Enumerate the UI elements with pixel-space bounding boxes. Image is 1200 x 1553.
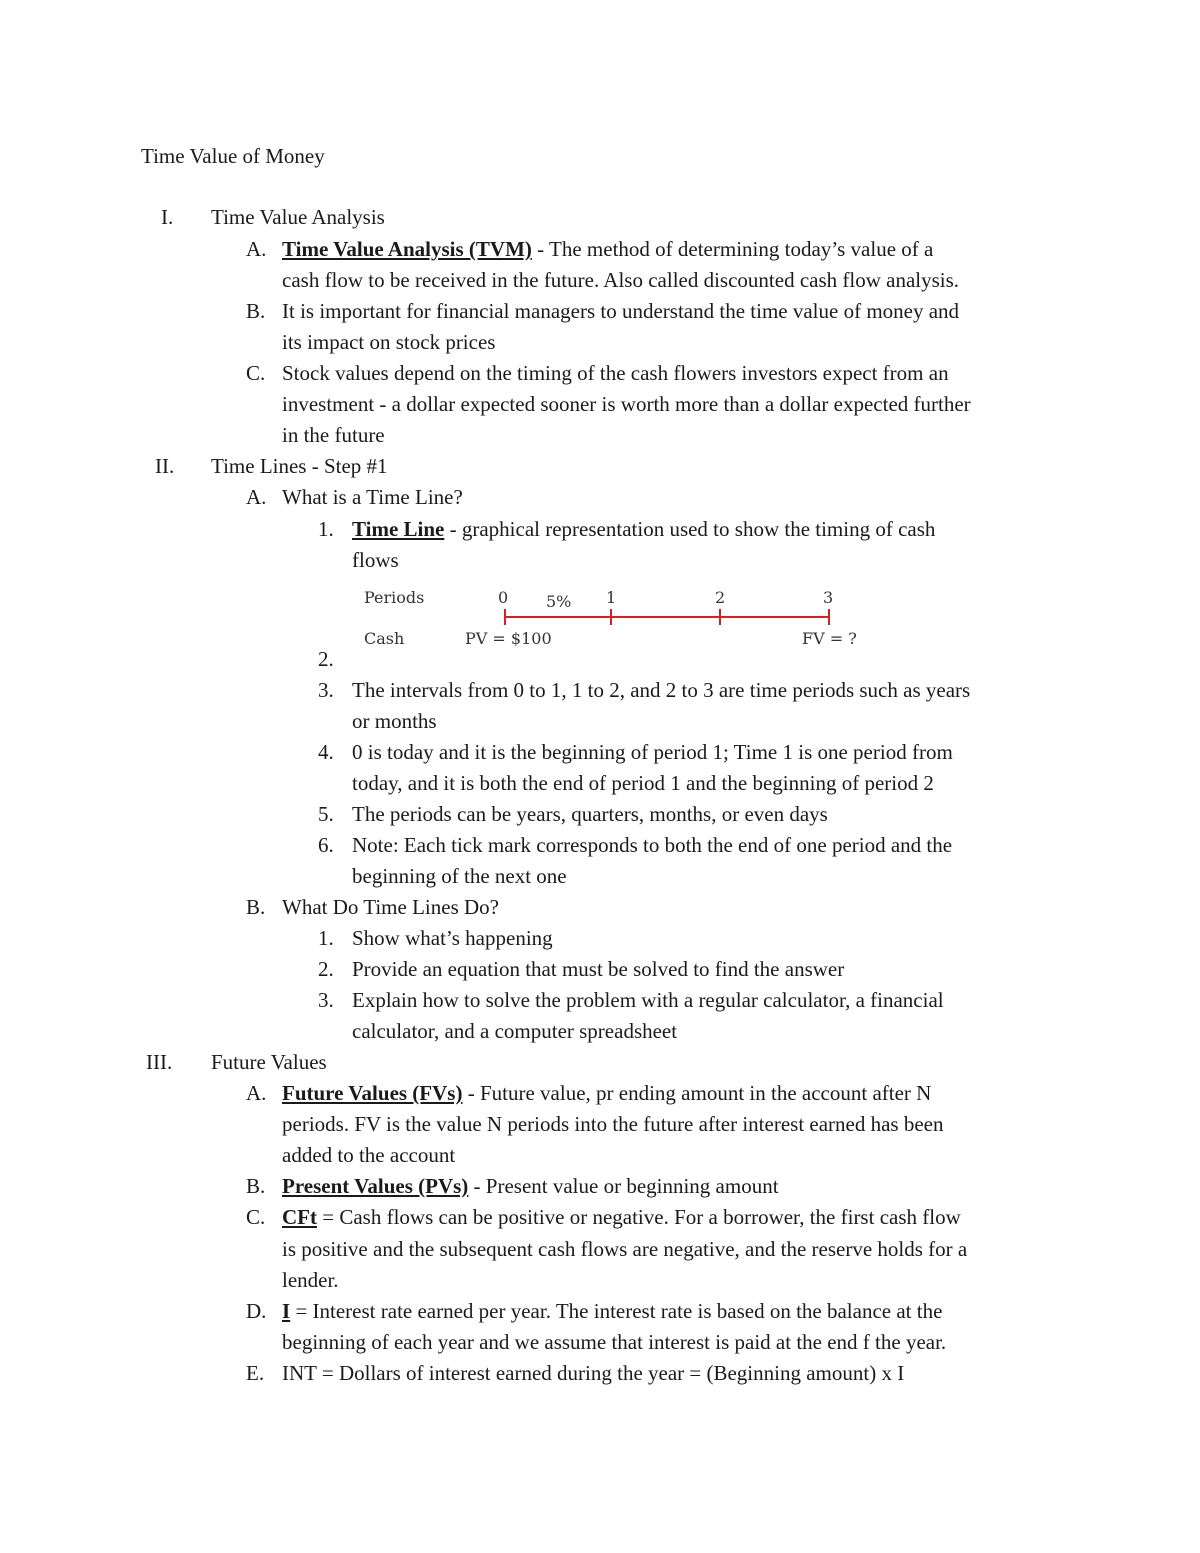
list-text: calculator, and a computer spreadsheet [352, 1019, 678, 1043]
item-text: It is important for financial managers to understand the time value of money and [282, 299, 960, 323]
item-letter: A. [246, 237, 267, 261]
item-text: cash flow to be received in the future. Also called discounted cash flow analysis. [282, 268, 960, 292]
list-number: 5. [318, 802, 334, 826]
item-letter: C. [246, 1205, 266, 1229]
item-text [282, 1171, 779, 1202]
item-text-part: - Present value or beginning amount [468, 1174, 779, 1198]
item-text-part: = Cash flows can be positive or negative. For a borrower, the first cash flow [317, 1205, 961, 1229]
list-text [352, 514, 935, 545]
tick-label-2: 2 [715, 588, 726, 607]
defined-term: Time Value Analysis (TVM) [282, 237, 532, 261]
item-text [282, 1296, 942, 1327]
item-text: INT = Dollars of interest earned during the year = (Beginning amount) x I [282, 1361, 905, 1385]
item-text [282, 1202, 961, 1233]
item-letter: A. [246, 1081, 267, 1105]
list-number: 4. [318, 740, 334, 764]
rate-label: 5% [546, 592, 572, 611]
list-text: 0 is today and it is the beginning of period 1; Time 1 is one period from [352, 740, 953, 764]
item-text: lender. [282, 1268, 339, 1292]
item-text [282, 234, 933, 265]
subsection-heading: What is a Time Line? [282, 485, 463, 509]
item-text: in the future [282, 423, 385, 447]
timeline-svg [355, 582, 875, 654]
list-number: 1. [318, 517, 334, 541]
defined-term: CFt [282, 1205, 317, 1229]
list-text: today, and it is both the end of period 1 and the beginning of period 2 [352, 771, 934, 795]
list-text: The periods can be years, quarters, months, or even days [352, 802, 828, 826]
pv-label: PV = $100 [465, 629, 552, 648]
list-text: The intervals from 0 to 1, 1 to 2, and 2 to 3 are time periods such as years [352, 678, 971, 702]
item-letter: A. [246, 485, 267, 509]
item-text [282, 1078, 931, 1109]
list-text: Explain how to solve the problem with a regular calculator, a financial [352, 988, 944, 1012]
defined-term: I [282, 1299, 291, 1323]
section-number: I. [161, 205, 174, 229]
list-text-part: - graphical representation used to show the timing of cash [444, 517, 936, 541]
item-text: is positive and the subsequent cash flows are negative, and the reserve holds for a [282, 1237, 968, 1261]
list-text: or months [352, 709, 437, 733]
list-number: 1. [318, 926, 334, 950]
item-text: added to the account [282, 1143, 456, 1167]
item-text: investment - a dollar expected sooner is worth more than a dollar expected further [282, 392, 971, 416]
list-number: 6. [318, 833, 334, 857]
section-heading: Time Value Analysis [211, 205, 385, 229]
item-letter: B. [246, 1174, 266, 1198]
subsection-heading: What Do Time Lines Do? [282, 895, 499, 919]
section-number: II. [155, 454, 175, 478]
cash-label: Cash [364, 629, 405, 648]
item-letter: D. [246, 1299, 267, 1323]
list-text: Show what’s happening [352, 926, 553, 950]
section-heading: Future Values [211, 1050, 327, 1074]
tick-label-1: 1 [606, 588, 617, 607]
item-text-part: - Future value, pr ending amount in the account after N [462, 1081, 932, 1105]
list-text: flows [352, 548, 399, 572]
item-text: periods. FV is the value N periods into the future after interest earned has been [282, 1112, 944, 1136]
item-text: beginning of each year and we assume that interest is paid at the end f the year. [282, 1330, 947, 1354]
section-number: III. [146, 1050, 173, 1074]
item-text-part: = Interest rate earned per year. The interest rate is based on the balance at the [290, 1299, 943, 1323]
tick-label-3: 3 [823, 588, 834, 607]
list-number: 3. [318, 988, 334, 1012]
list-number: 2. [318, 647, 334, 671]
item-text-part: - The method of determining today’s value of a [531, 237, 934, 261]
item-letter: E. [246, 1361, 265, 1385]
defined-term: Future Values (FVs) [282, 1081, 463, 1105]
timeline-diagram [355, 582, 875, 654]
list-text: beginning of the next one [352, 864, 567, 888]
section-heading: Time Lines - Step #1 [211, 454, 388, 478]
item-text: Stock values depend on the timing of the cash flowers investors expect from an [282, 361, 949, 385]
item-letter: B. [246, 895, 266, 919]
item-text: its impact on stock prices [282, 330, 496, 354]
list-text: Provide an equation that must be solved to find the answer [352, 957, 845, 981]
document-title: Time Value of Money [141, 144, 325, 168]
item-letter: B. [246, 299, 266, 323]
list-text: Note: Each tick mark corresponds to both the end of one period and the [352, 833, 953, 857]
defined-term: Present Values (PVs) [282, 1174, 469, 1198]
list-number: 3. [318, 678, 334, 702]
list-number: 2. [318, 957, 334, 981]
fv-label: FV = ? [802, 629, 857, 648]
item-letter: C. [246, 361, 266, 385]
defined-term: Time Line [352, 517, 445, 541]
periods-label: Periods [364, 588, 425, 607]
tick-label-0: 0 [498, 588, 509, 607]
